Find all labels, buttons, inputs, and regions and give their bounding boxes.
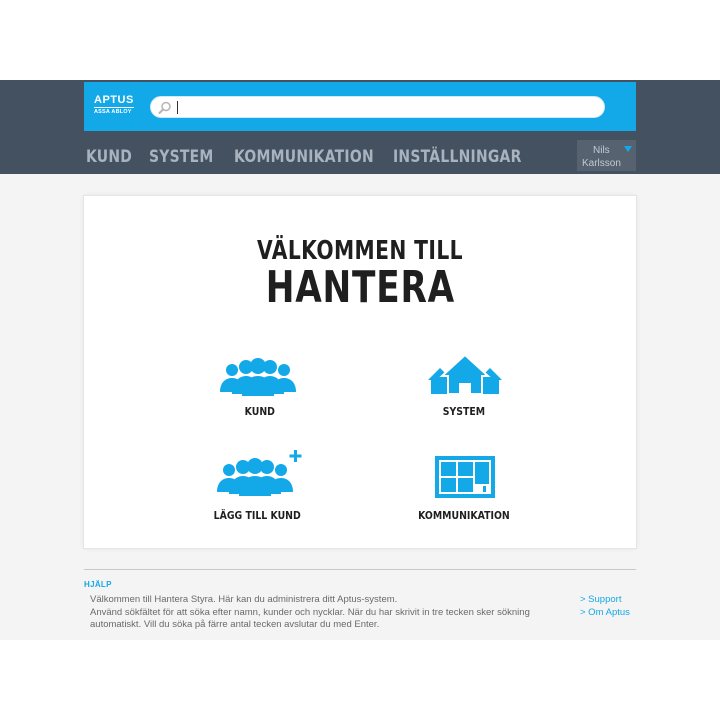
welcome-card [84, 196, 636, 548]
nav-item-kommunikation[interactable]: KOMMUNIKATION [234, 147, 374, 167]
search-bar[interactable] [150, 96, 605, 118]
user-last-name: Karlsson [582, 158, 621, 169]
logo-divider [94, 107, 134, 108]
user-menu[interactable] [577, 140, 636, 171]
user-first-name: Nils [593, 145, 610, 156]
help-divider [84, 569, 636, 570]
welcome-heading-line2 [84, 262, 636, 313]
aptus-logo[interactable] [94, 94, 138, 120]
tile-kund-label-text: KUND [244, 405, 276, 418]
nav-item-kund[interactable]: KUND [86, 147, 133, 167]
nav-item-installningar[interactable]: INSTÄLLNINGAR [393, 147, 522, 167]
app-window [0, 80, 720, 640]
add-users-icon [217, 450, 303, 498]
tile-kund-label [190, 405, 330, 418]
help-text-line: automatiskt. Vill du söka på färre antal tecken avslutar du med Enter. [90, 619, 380, 630]
tile-system-label-text: SYSTEM [442, 405, 486, 418]
om-aptus-link[interactable]: > Om Aptus [580, 607, 630, 618]
nav-item-system[interactable]: SYSTEM [149, 147, 214, 167]
panel-icon [435, 456, 495, 498]
welcome-line1-text: VÄLKOMMEN TILL [257, 236, 463, 266]
tile-system-label [394, 405, 534, 418]
search-icon [158, 101, 172, 115]
houses-icon [426, 354, 504, 396]
welcome-line2-text: HANTERA [265, 262, 455, 313]
support-link[interactable]: > Support [580, 594, 622, 605]
help-text-line: Välkommen till Hantera Styra. Här kan du administrera ditt Aptus-system. [90, 594, 398, 605]
tile-kund[interactable] [190, 354, 330, 444]
users-icon [218, 358, 298, 398]
text-cursor [177, 101, 178, 114]
tile-kommunikation-label [394, 509, 534, 522]
dropdown-arrow-icon [624, 146, 632, 152]
logo-sub-text: ASSA ABLOY [94, 109, 132, 115]
tile-system[interactable] [394, 354, 534, 444]
tile-add-kund[interactable] [187, 450, 327, 540]
search-input[interactable] [177, 99, 597, 115]
tile-kommunikation[interactable] [394, 456, 534, 546]
help-text-line: Använd sökfältet för att söka efter namn, kunder och nycklar. När du har skrivit in tre tecken sker sökning [90, 607, 530, 618]
top-header [0, 80, 720, 174]
tile-add-kund-label [187, 509, 327, 522]
tile-add-kund-label-text: LÄGG TILL KUND [213, 509, 301, 522]
logo-main-text: APTUS [94, 94, 134, 106]
tile-kommunikation-label-text: KOMMUNIKATION [418, 509, 510, 522]
brand-bar [84, 82, 636, 131]
help-title: HJÄLP [84, 580, 112, 589]
